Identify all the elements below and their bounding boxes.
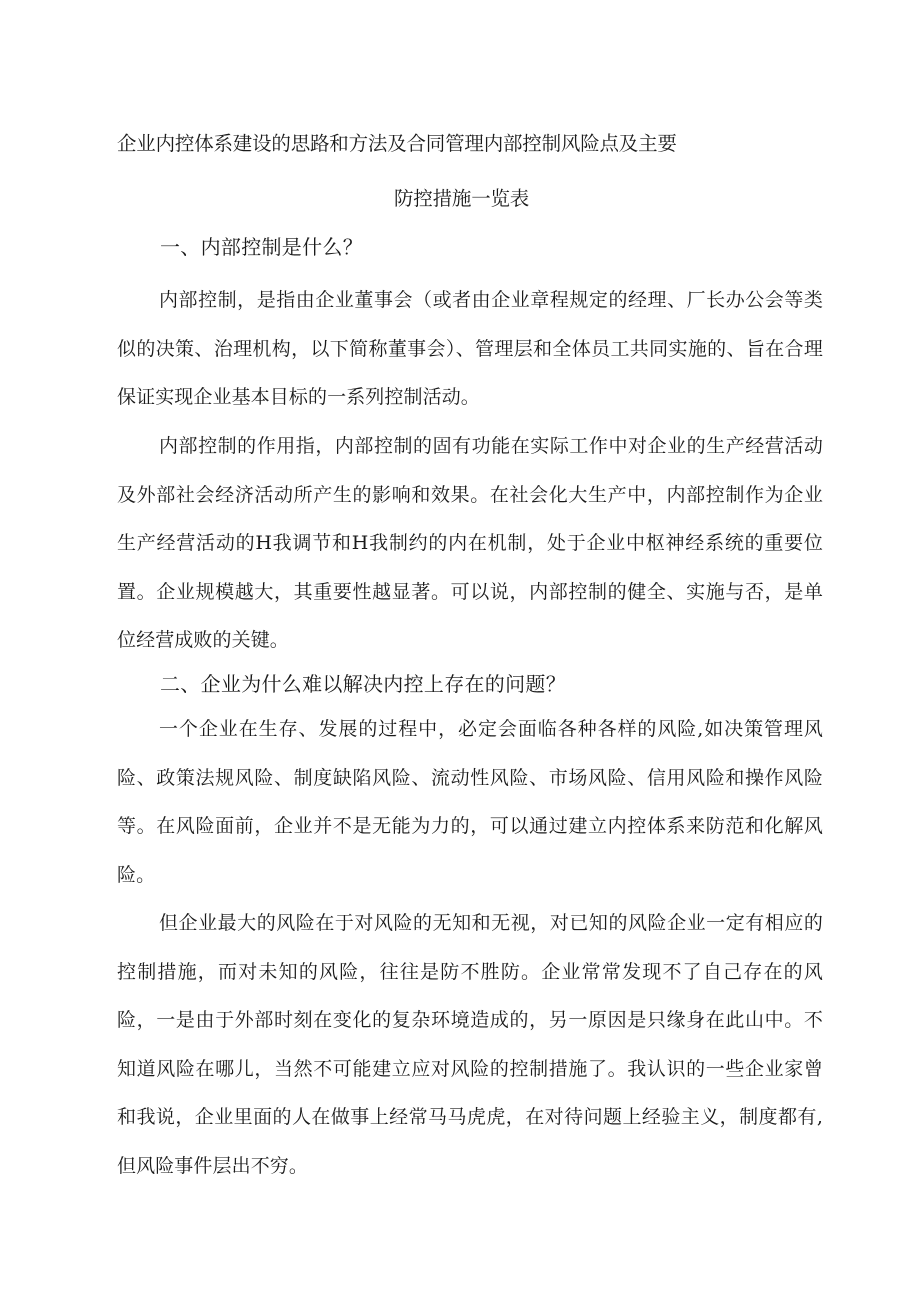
section-2-heading: 二、企业为什么难以解决内控上存在的问题？ bbox=[160, 672, 566, 696]
section-1-paragraph-1: 内部控制，是指由企业董事会（或者由企业章程规定的经理、厂长办公会等类似的决策、治理机构，以下简称董事会）、管理层和全体员工共同实施的、旨在合理保证实现企业基本目标的一系列控制活动。 bbox=[117, 289, 823, 408]
document-title-line-1: 企业内控体系建设的思路和方法及合同管理内部控制风险点及主要 bbox=[117, 132, 677, 155]
section-1-heading: 一、内部控制是什么？ bbox=[160, 235, 363, 259]
section-1-paragraph-2: 内部控制的作用指，内部控制的固有功能在实际工作中对企业的生产经营活动及外部社会经济活动所产生的影响和效果。在社会化大生产中，内部控制作为企业生产经营活动的H我调节和H我制约的内在机制，处于企业中枢神经系统的重要位置。企业规模越大，其重要性越显著。可以说，内部控制的健全、实施与否，是单位经营成败的关键。 bbox=[117, 435, 823, 651]
document-title-line-2: 防控措施一览表 bbox=[394, 187, 530, 210]
section-2-paragraph-2: 但企业最大的风险在于对风险的无知和无视，对已知的风险企业一定有相应的控制措施，而对未知的风险，往往是防不胜防。企业常常发现不了自己存在的风险，一是由于外部时刻在变化的复杂环境造成的，另一原因是只缘身在此山中。不知道风险在哪儿，当然不可能建立应对风险的控制措施了。我认识的一些企业家曾和我说，企业里面的人在做事上经常马马虎虎，在对待问题上经验主义，制度都有,但风险事件层出不穷。 bbox=[117, 912, 823, 1177]
section-2-paragraph-1: 一个企业在生存、发展的过程中，必定会面临各种各样的风险,如决策管理风险、政策法规风险、制度缺陷风险、流动性风险、市场风险、信用风险和操作风险等。在风险面前，企业并不是无能为力的，可以通过建立内控体系来防范和化解风险。 bbox=[117, 718, 823, 886]
